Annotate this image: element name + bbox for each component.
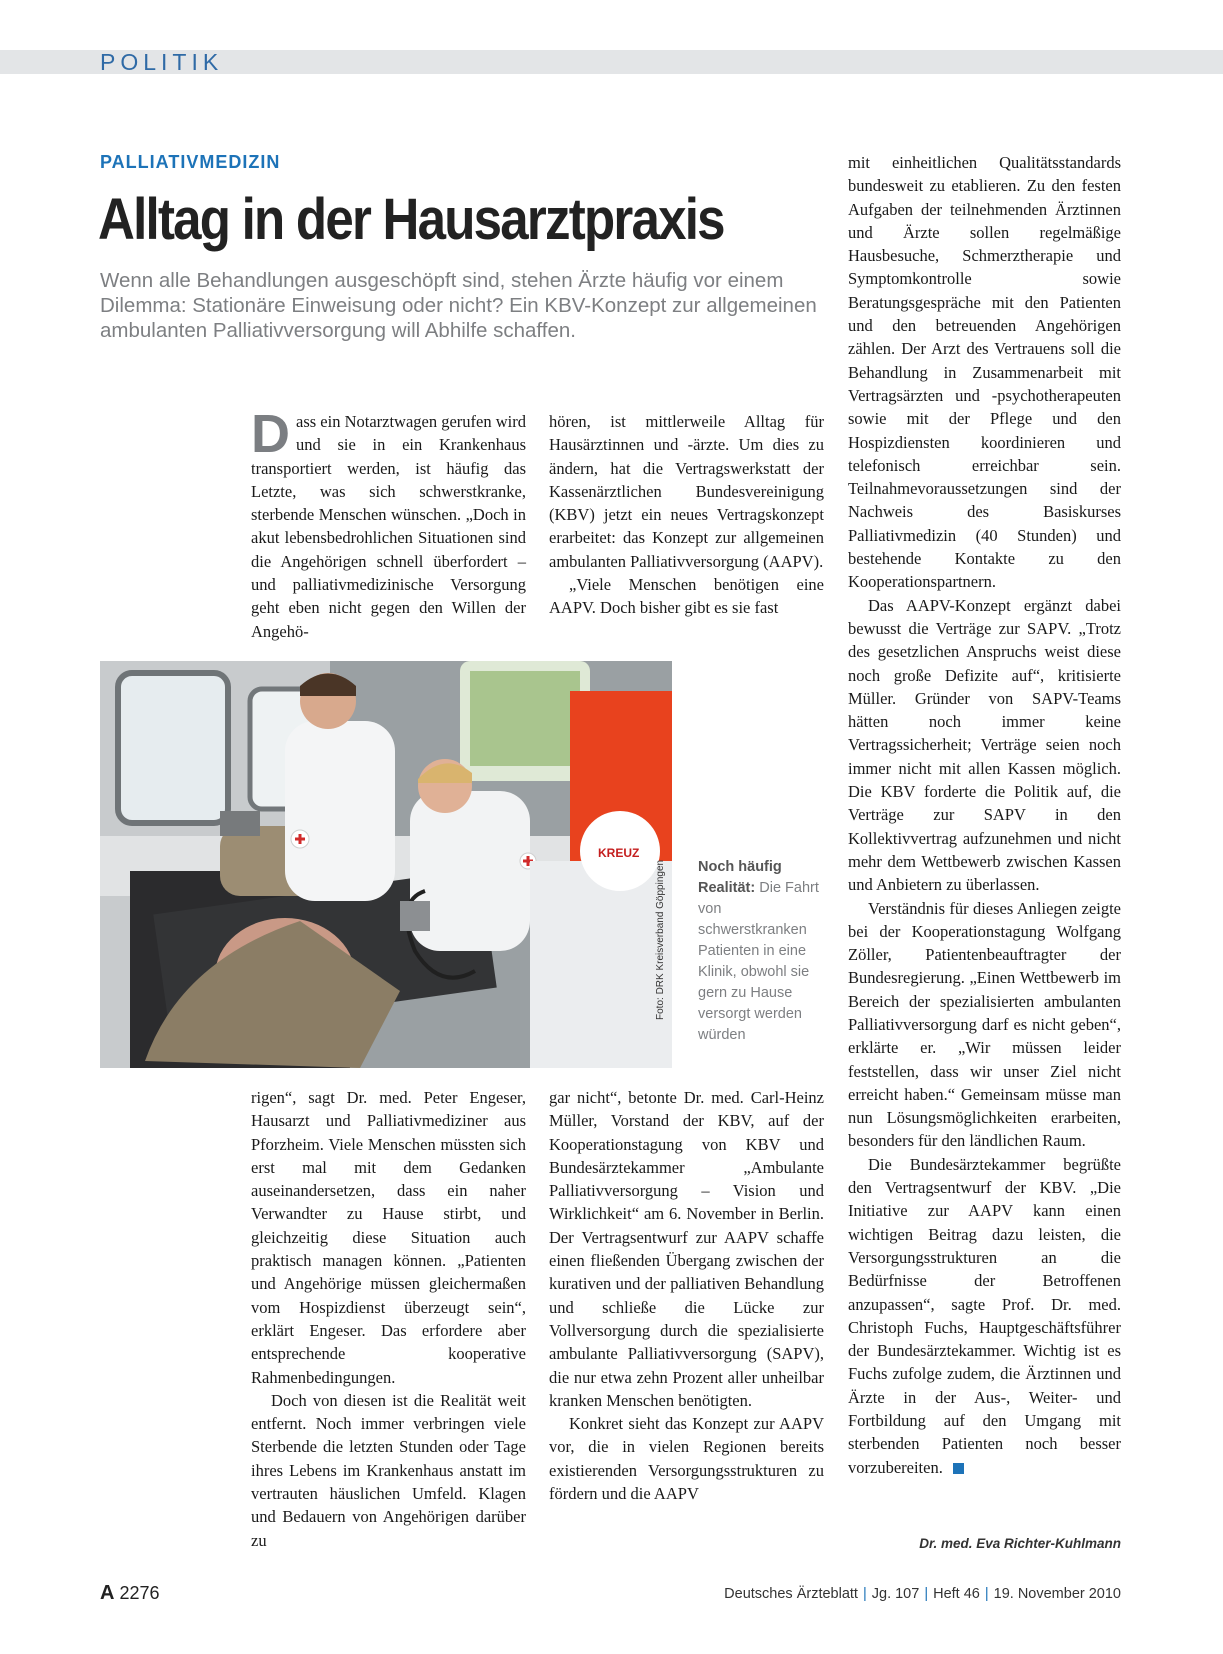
section-label: POLITIK [100, 49, 224, 75]
end-mark-icon [953, 1463, 964, 1474]
paragraph-text: Die Bundesärztekammer begrüßte den Vertragsentwurf der KBV. „Die Initiative zur AAPV kann einen wichtigen Beitrag dazu leisten, die Versorgungsstrukturen an die Bedürfnisse der Betroffenen anzupassen“, sagte Prof. Dr. med. Christoph Fuchs, Hauptgeschäftsführer der Bundesärztekammer. Wichtig ist es Fuchs zufolge zudem, die Ärztinnen und Ärzte in der Aus-, Weiter- und Fortbildung auf den Umgang mit sterbenden Patienten noch besser vorzubereiten. [848, 1154, 1121, 1477]
column-3 [848, 151, 1121, 1479]
footer-separator: | [984, 1586, 989, 1602]
page-number [100, 1582, 160, 1605]
paragraph [848, 1153, 1121, 1479]
article-headline: Alltag in der Hausarztpraxis [98, 187, 724, 252]
column-2-top [549, 410, 824, 620]
paragraph [251, 404, 526, 643]
paragraph: gar nicht“, betonte Dr. med. Carl-Heinz Müller, Vorstand der KBV, auf der Kooperationstagung von KBV und Bundesärztekammer „Ambulante Palliativversorgung – Vision und Wirklichkeit“ am 6. November in Berlin. Der Vertragsentwurf zur AAPV schaffe einen fließenden Übergang zwischen der kurativen und der palliativen Behandlung und schließe die Lücke zur Vollversorgung durch die spezialisierte ambulante Palliativversorgung (SAPV), die nur etwa zehn Prozent aller unheilbar kranken Menschen benötigten. [549, 1088, 824, 1410]
article-kicker: PALLIATIVMEDIZIN [100, 152, 281, 172]
drop-cap: D [251, 404, 290, 464]
paragraph: mit einheitlichen Qualitätsstandards bundesweit zu etablieren. Zu den festen Aufgaben der teilnehmenden Ärztinnen und Ärzte sollen regelmäßige Hausbesuche, Schmerztherapie und Symptomkontrolle sowie Beratungsgespräche mit den Patienten und den betreuenden Angehörigen zählen. Der Arzt des Vertrauens soll die Behandlung in Zusammenarbeit mit Vertragsärzten und -psychotherapeuten sowie mit der Pflege und den Hospizdiensten koordinieren und telefonisch erreichbar sein. Teilnahmevoraussetzungen sind der Nachweis des Basiskurses Palliativmedizin (40 Stunden) und bestehende Kontakte zu den Kooperationspartnern. [848, 153, 1121, 592]
journal-date: 19. November 2010 [993, 1586, 1121, 1602]
column-2-bottom [549, 1086, 824, 1505]
caption-text: Die Fahrt von schwerstkranken Patienten in eine Klinik, obwohl sie gern zu Hause versorgt werden würden [698, 880, 819, 1043]
article-lead: Wenn alle Behandlungen ausgeschöpft sind, stehen Ärzte häufig vor einem Dilemma: Stationäre Einweisung oder nicht? Ein KBV-Konzept zur allgemeinen ambulanten Palliativversorgung will Abhilfe schaffen. [100, 269, 817, 342]
footer-separator: | [862, 1586, 867, 1602]
paragraph: Konkret sieht das Konzept zur AAPV vor, die in vielen Regionen bereits existierenden Versorgungsstrukturen zu fördern und die AAPV [549, 1414, 824, 1504]
footer-separator: | [924, 1586, 929, 1602]
paragraph: Doch von diesen ist die Realität weit entfernt. Noch immer verbringen viele Sterbende die letzten Stunden oder Tage ihres Lebens im Krankenhaus anstatt im vertrauten häuslichen Umfeld. Klagen und Bedauern von Angehörigen darüber zu [251, 1390, 526, 1550]
ambulance-illustration [100, 661, 672, 1068]
paragraph: Das AAPV-Konzept ergänzt dabei bewusst die Verträge zur SAPV. „Trotz des gesetzlichen Anspruchs weist diese noch große Defizite auf“, kritisierte Müller. Gründer von SAPV-Teams hätten noch immer keine Vertragssicherheit; Verträge seien noch immer nicht mit allen Kassen möglich. Die KBV forderte die Politik auf, die Verträge zur SAPV in den Kollektivvertrag aufzunehmen und nicht mehr dem Wettbewerb zwischen Kassen und Anbietern zu überlassen. [848, 595, 1121, 895]
caption-title: Noch häufig Realität: [698, 859, 782, 896]
paragraph-text: ass ein Notarztwagen gerufen wird und sie in ein Krankenhaus transportiert werden, ist häufig das Letzte, was sich schwerstkranke, sterbende Menschen wünschen. „Doch in akut lebensbedrohlichen Situationen sind die Angehörigen schnell überfordert – und palliativmedizinische Versorgung geht eben nicht gegen den Willen der Angehö- [251, 412, 526, 641]
journal-footer [724, 1586, 1121, 1602]
author-byline: Dr. med. Eva Richter-Kuhlmann [919, 1536, 1121, 1551]
column-1-bottom [251, 1086, 526, 1552]
ambulance-photo [100, 661, 672, 1068]
journal-volume: Jg. 107 [871, 1586, 920, 1602]
page-prefix: A [100, 1582, 115, 1604]
vest-badge-text: KREUZ [598, 846, 640, 860]
photo-credit: Foto: DRK Kreisverband Göppingen [655, 859, 666, 1020]
paragraph: „Viele Menschen benötigen eine AAPV. Doch bisher gibt es sie fast [549, 575, 824, 618]
paragraph: hören, ist mittlerweile Alltag für Hausärztinnen und -ärzte. Um dies zu ändern, hat die Vertragswerkstatt der Kassenärztlichen Bundesvereinigung (KBV) jetzt ein neues Vertragskonzept erarbeitet: das Konzept zur allgemeinen ambulanten Palliativversorgung (AAPV). [549, 412, 824, 571]
journal-issue: Heft 46 [933, 1586, 980, 1602]
page-number-value: 2276 [119, 1583, 160, 1603]
paragraph: rigen“, sagt Dr. med. Peter Engeser, Hausarzt und Palliativmediziner aus Pforzheim. Viele Menschen müssten sich erst mal mit dem Gedanken auseinandersetzen, dass ein naher Verwandter zu Hause stirbt, und gleichzeitig diese Situation auch praktisch managen können. „Patienten und Angehörige müssen gleichermaßen vom Hospizdienst überzeugt sein“, erklärt Engeser. Das erfordere aber entsprechende kooperative Rahmenbedingungen. [251, 1088, 526, 1387]
paragraph: Verständnis für dieses Anliegen zeigte bei der Kooperationstagung Wolfgang Zöller, Patientenbeauftragter der Bundesregierung. „Einen Wettbewerb im Bereich der spezialisierten ambulanten Palliativversorgung darf es nicht geben“, erklärte er. „Wir müssen leider feststellen, dass wir unser Ziel nicht erreicht haben.“ Gemeinsam müsse man nun Lösungsmöglichkeiten erarbeiten, besonders für den ländlichen Raum. [848, 898, 1121, 1151]
column-1-top [251, 404, 526, 643]
journal-name: Deutsches Ärzteblatt [724, 1586, 858, 1602]
photo-caption [698, 857, 823, 1046]
